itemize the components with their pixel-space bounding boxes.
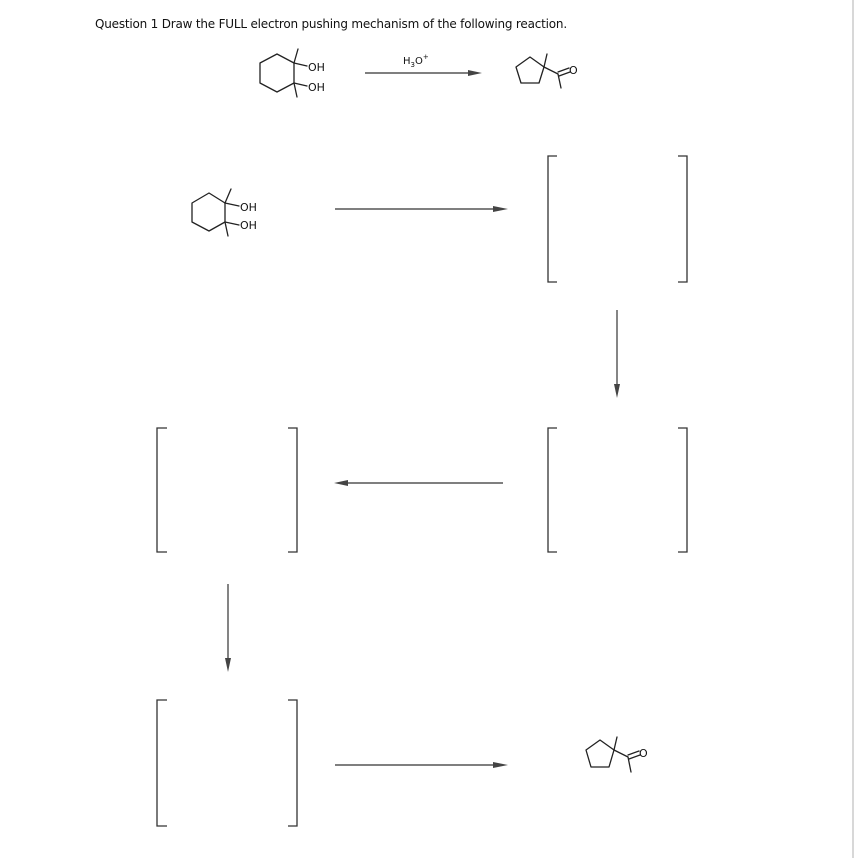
overall-reaction-arrow	[365, 70, 482, 76]
cyclohexane-ring	[260, 54, 294, 92]
carbonyl-o-label: O	[639, 747, 648, 760]
intermediate-bracket-4	[157, 700, 297, 826]
oh-top-label: OH	[308, 61, 325, 74]
carbonyl-o-label: O	[569, 64, 578, 77]
cyclohexane-ring	[192, 193, 225, 231]
c-acyl-bond	[544, 67, 558, 74]
cyclopentane-ring	[516, 57, 544, 83]
c-oh-bond-top	[225, 203, 239, 206]
oh-bottom-label: OH	[308, 81, 325, 94]
methyl-bond	[614, 737, 617, 750]
reactant-diol-structure	[260, 49, 325, 97]
left-bracket	[548, 156, 557, 282]
methyl-bond-top	[225, 189, 231, 203]
c-oh-bond-bottom	[294, 83, 307, 86]
c-acyl-bond	[614, 750, 628, 757]
intermediate-bracket-1	[548, 156, 687, 282]
question-title: Question 1 Draw the FULL electron pushing mechanism of the following reaction.	[95, 17, 567, 31]
intermediate-bracket-3	[157, 428, 297, 552]
intermediate-bracket-2	[548, 428, 687, 552]
methyl-bond-bottom	[225, 222, 228, 236]
final-product-ketone-structure	[586, 737, 648, 772]
right-bracket	[678, 156, 687, 282]
right-bracket	[288, 428, 297, 552]
mechanism-arrow-1	[335, 206, 508, 212]
mechanism-start-diol-structure	[192, 189, 257, 236]
mechanism-arrow-4	[225, 584, 231, 672]
product-ketone-structure	[516, 54, 578, 88]
methyl-bond-bottom	[294, 83, 297, 97]
carbonyl-bond-1	[628, 751, 639, 755]
right-bracket	[288, 700, 297, 826]
carbonyl-bond-1	[558, 68, 569, 72]
mechanism-arrow-3	[334, 480, 503, 486]
left-bracket	[157, 700, 167, 826]
left-bracket	[157, 428, 167, 552]
methyl-bond-top	[294, 49, 298, 63]
oh-top-label: OH	[240, 201, 257, 214]
oh-bottom-label: OH	[240, 219, 257, 232]
methyl-bond	[544, 54, 547, 67]
cyclopentane-ring	[586, 740, 614, 767]
reagent-label: $H_3O^+$	[403, 53, 429, 69]
mechanism-arrow-5	[335, 762, 508, 768]
c-oh-bond-bottom	[225, 222, 239, 225]
left-bracket	[548, 428, 557, 552]
mechanism-arrow-2	[614, 310, 620, 398]
right-bracket	[678, 428, 687, 552]
c-oh-bond-top	[294, 63, 307, 66]
